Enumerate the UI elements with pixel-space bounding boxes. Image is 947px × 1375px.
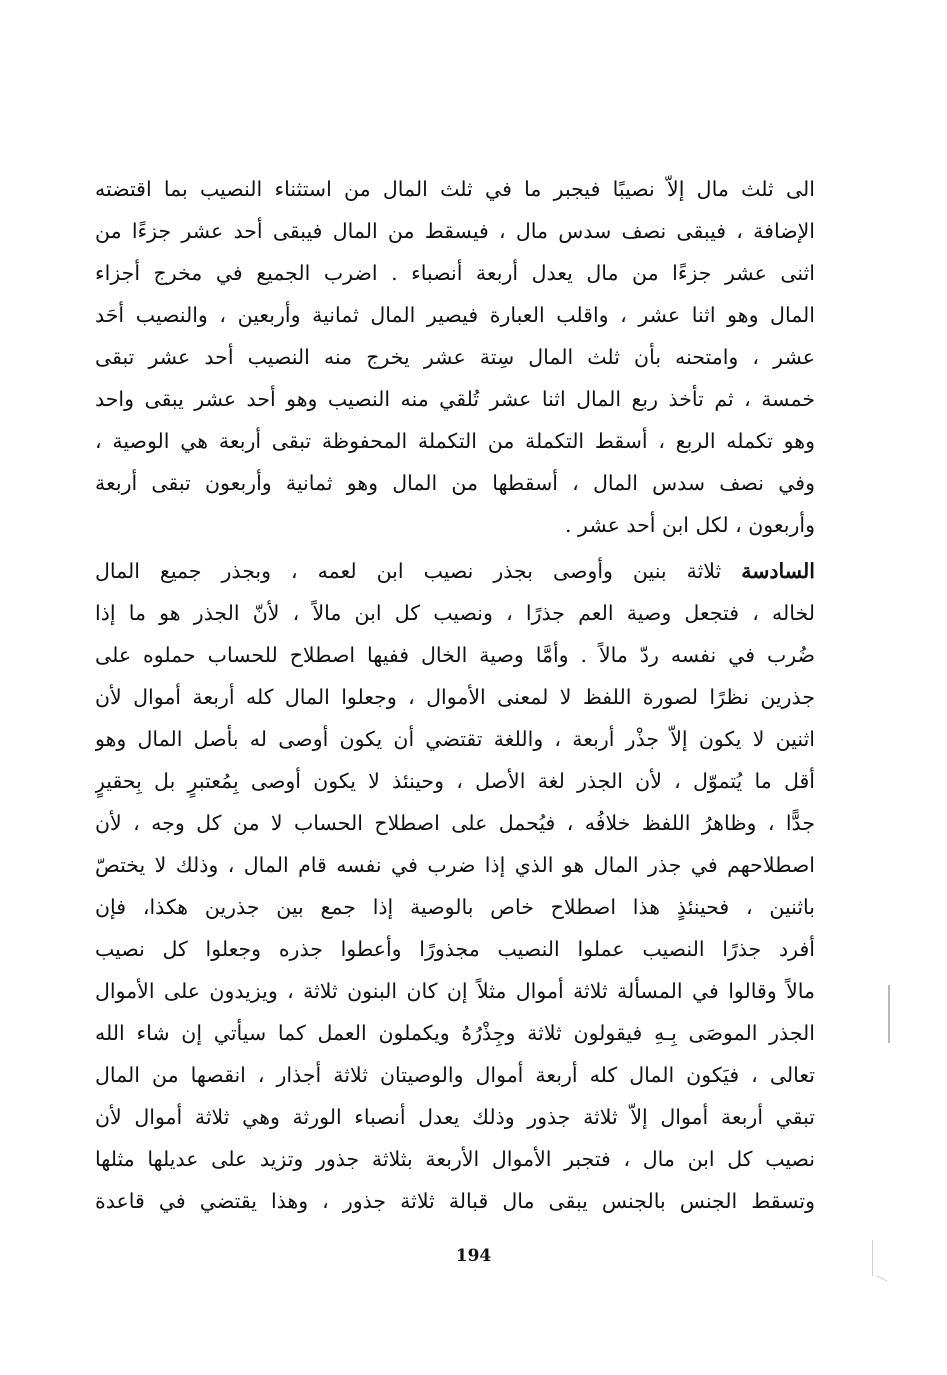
text-line: الجذر الموصَى بِـهِ فيقولون ثلاثة وجِذْرُهُ ويكملون العمل كما سيأتي إن شاء الله bbox=[95, 1021, 815, 1045]
text-line: تعالى ، فيَكون المال كله أربعة أموال والوصيتان ثلاثة أجذار ، انقصها من المال bbox=[95, 1063, 815, 1087]
scan-artifact-mark bbox=[872, 1240, 873, 1276]
text-line: وهو تكمله الربع ، أسقط التكملة من التكملة المحفوظة تبقى أربعة هي الوصية ، bbox=[95, 429, 815, 453]
text-line: جذرين نظرًا لصورة اللفظ لا لمعنى الأموال ، وجعلوا المال كله أربعة أموال لأن bbox=[95, 685, 815, 709]
text-line: اثنين لا يكون إلاّ جذْر أربعة ، واللغة تقتضي أن يكون أوصى له بأصل المال وهو bbox=[95, 727, 815, 751]
text-line: جدًّا ، وظاهرُ اللفظ خلافُه ، فيُحمل على اصطلاح الحساب لا من كل وجه ، لأن bbox=[95, 811, 815, 835]
text-line-first bbox=[95, 550, 815, 592]
text-line: المال وهو اثنا عشر ، واقلب العبارة فيصير المال ثمانية وأربعين ، والنصيب أحَد bbox=[95, 303, 815, 327]
page-number: 194 bbox=[455, 1246, 492, 1266]
text-line: خمسة ، ثم تأخذ ربع المال اثنا عشر تُلقي منه النصيب وهو أحد عشر يبقى واحد bbox=[95, 387, 815, 411]
page-body-text bbox=[95, 168, 815, 1222]
text-line: عشر ، وامتحنه بأن ثلث المال سِتة عشر يخرج منه النصيب أحد عشر تبقى bbox=[95, 345, 815, 369]
text-line: أفرد جذرًا النصيب عملوا النصيب مجذورًا وأعطوا جذره وجعلوا كل نصيب bbox=[95, 937, 815, 961]
text-line: اثنى عشر جزءًا من مال يعدل أربعة أنصباء . اضرب الجميع في مخرج أجزاء bbox=[95, 261, 815, 285]
text-line: وأربعون ، لكل ابن أحد عشر . bbox=[564, 513, 815, 537]
text-line: لخاله ، فتجعل وصية العم جذرًا ، ونصيب كل ابن مالاً ، لأنّ الجذر هو ما إذا bbox=[95, 601, 815, 625]
text-line: الى ثلث مال إلاّ نصيبًا فيجبر ما في ثلث المال من استثناء النصيب بما اقتضته bbox=[95, 177, 815, 201]
section-lead-word: السادسة bbox=[741, 559, 815, 583]
text-line: وتسقط الجنس بالجنس يبقى مال قبالة ثلاثة جذور ، وهذا يقتضي في قاعدة bbox=[95, 1189, 815, 1213]
scan-artifact-mark bbox=[876, 1275, 887, 1282]
text-line: باثنين ، فحينئذٍ هذا اصطلاح خاص بالوصية إذا جمع بين جذرين هكذا، فإن bbox=[95, 895, 815, 919]
text-line: أقل ما يُتموّل ، لأن الجذر لغة الأصل ، وحينئذ لا يكون أوصى بِمُعتبرٍ بل بِحقيرٍ bbox=[95, 769, 815, 793]
paragraph-2 bbox=[95, 550, 815, 1222]
text-line-rest: ثلاثة بنين وأوصى بجذر نصيب ابن لعمه ، وبجذر جميع المال bbox=[95, 559, 742, 583]
text-line: ضُرب في نفسه ردّ مالاً . وأمَّا وصية الخال ففيها اصطلاح للحساب حملوه على bbox=[95, 643, 815, 667]
scan-artifact-mark bbox=[888, 985, 890, 1043]
text-line: تبقي أربعة أموال إلاّ ثلاثة جذور وذلك يعدل أنصباء الورثة وهي ثلاثة أموال لأن bbox=[95, 1105, 815, 1129]
text-line: نصيب كل ابن مال ، فتجبر الأموال الأربعة بثلاثة جذور وتزيد على عديلها مثلها bbox=[95, 1147, 815, 1171]
text-line: مالاً وقالوا في المسألة ثلاثة أموال مثلاً إن كان البنون ثلاثة ، ويزيدون على الأموال bbox=[95, 979, 815, 1003]
paragraph-1 bbox=[95, 168, 815, 546]
text-line: وفي نصف سدس المال ، أسقطها من المال وهو ثمانية وأربعون تبقى أربعة bbox=[95, 471, 815, 495]
text-line: الإضافة ، فيبقى نصف سدس مال ، فيسقط من المال فيبقى أحد عشر جزءًا من bbox=[95, 219, 815, 243]
text-line: اصطلاحهم في جذر المال هو الذي إذا ضرب في نفسه قام المال ، وذلك لا يختصّ bbox=[95, 853, 815, 877]
